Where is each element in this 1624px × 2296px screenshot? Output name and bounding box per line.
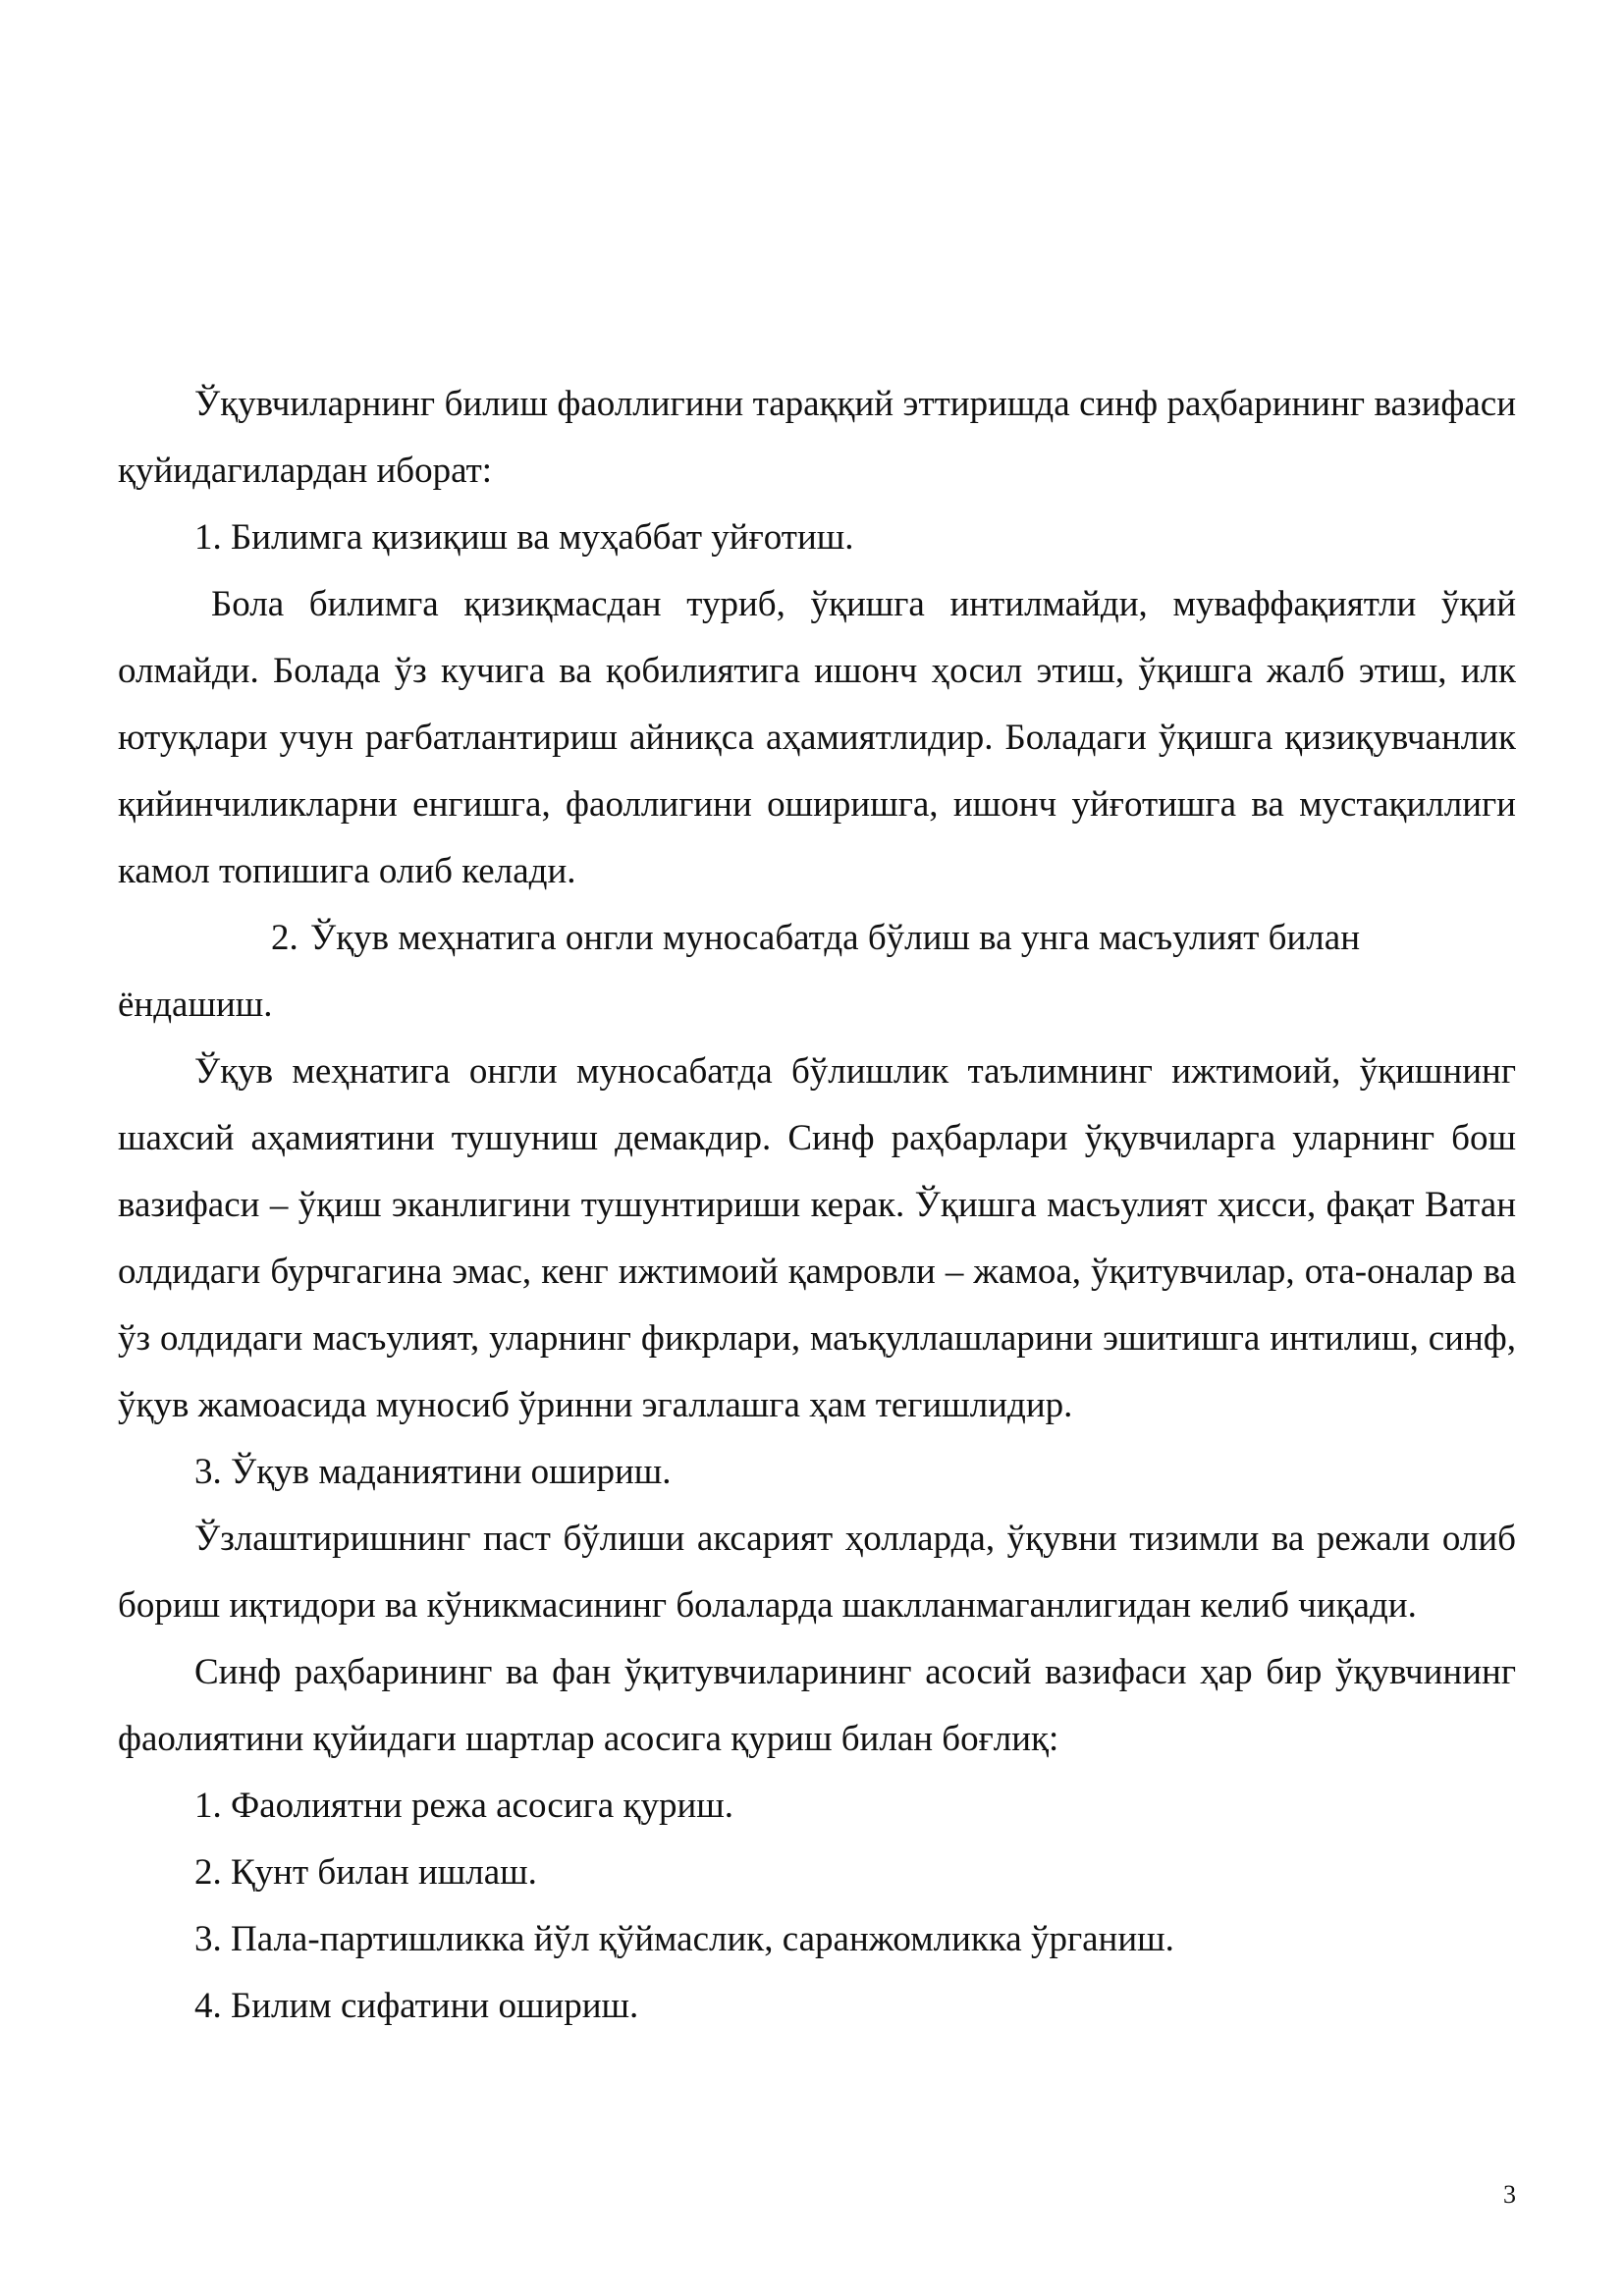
condition-item-order: 3. Пала-партишликка йўл қўймаслик, саранжомликка ўрганиш. [194, 1919, 1174, 1959]
list-item-culture: 3. Ўқув маданиятини ошириш. [194, 1452, 672, 1492]
condition-item-diligence: 2. Қунт билан ишлаш. [194, 1852, 537, 1893]
page-number: 3 [1503, 2180, 1516, 2209]
list-item-interest: 1. Билимга қизиқиш ва муҳаббат уйғотиш. [194, 517, 854, 558]
condition-item-plan: 1. Фаолиятни режа асосига қуриш. [194, 1786, 733, 1826]
document-body [118, 371, 1516, 2040]
motivation-paragraph: Бола билимга қизиқмасдан туриб, ўқишга интилмайди, муваффақиятли ўқий олмайди. Болада ўз кучига ва қобилиятига ишонч ҳосил этиш, ўқишга жалб этиш, илк ютуқлари учун рағбатлантириш айниқса аҳамиятлидир. Боладаги ўқишга қизиқувчанлик қийинчиликларни енгишга, фаоллигини оширишга, ишонч уйғотишга ва мустақиллиги камол топишига олиб келади. [118, 584, 1516, 891]
list-item-text: Ўқув меҳнатига онгли муносабатда бўлиш ва унга масъулият билан ёндашиш. [118, 918, 1360, 1025]
intro-paragraph: Ўқувчиларнинг билиш фаоллигини тараққий эттиришда синф раҳбарининг вазифаси қуйидагилардан иборат: [118, 384, 1516, 491]
list-item-number: 2. [271, 918, 298, 958]
low-achievement-paragraph: Ўзлаштиришнинг паст бўлиши аксарият ҳолларда, ўқувни тизимли ва режали олиб бориш иқтидори ва кўникмасининг болаларда шаклланмаганлигидан келиб чиқади. [118, 1519, 1516, 1626]
list-item-responsibility [118, 905, 1516, 1039]
condition-item-quality: 4. Билим сифатини ошириш. [194, 1986, 639, 2026]
teacher-task-paragraph: Синф раҳбарининг ва фан ўқитувчиларининг асосий вазифаси ҳар бир ўқувчининг фаолиятини қуйидаги шартлар асосига қуриш билан боғлиқ: [118, 1652, 1516, 1759]
responsibility-paragraph: Ўқув меҳнатига онгли муносабатда бўлишлик таълимнинг ижтимоий, ўқишнинг шахсий аҳамиятини тушуниш демакдир. Синф раҳбарлари ўқувчиларга уларнинг бош вазифаси – ўқиш эканлигини тушунтириши керак. Ўқишга масъулият ҳисси, фақат Ватан олдидаги бурчгагина эмас, кенг ижтимоий қамровли – жамоа, ўқитувчилар, ота-оналар ва ўз олдидаги масъулият, уларнинг фикрлари, маъқуллашларини эшитишга интилиш, синф, ўқув жамоасида муносиб ўринни эгаллашга ҳам тегишлидир. [118, 1051, 1516, 1425]
